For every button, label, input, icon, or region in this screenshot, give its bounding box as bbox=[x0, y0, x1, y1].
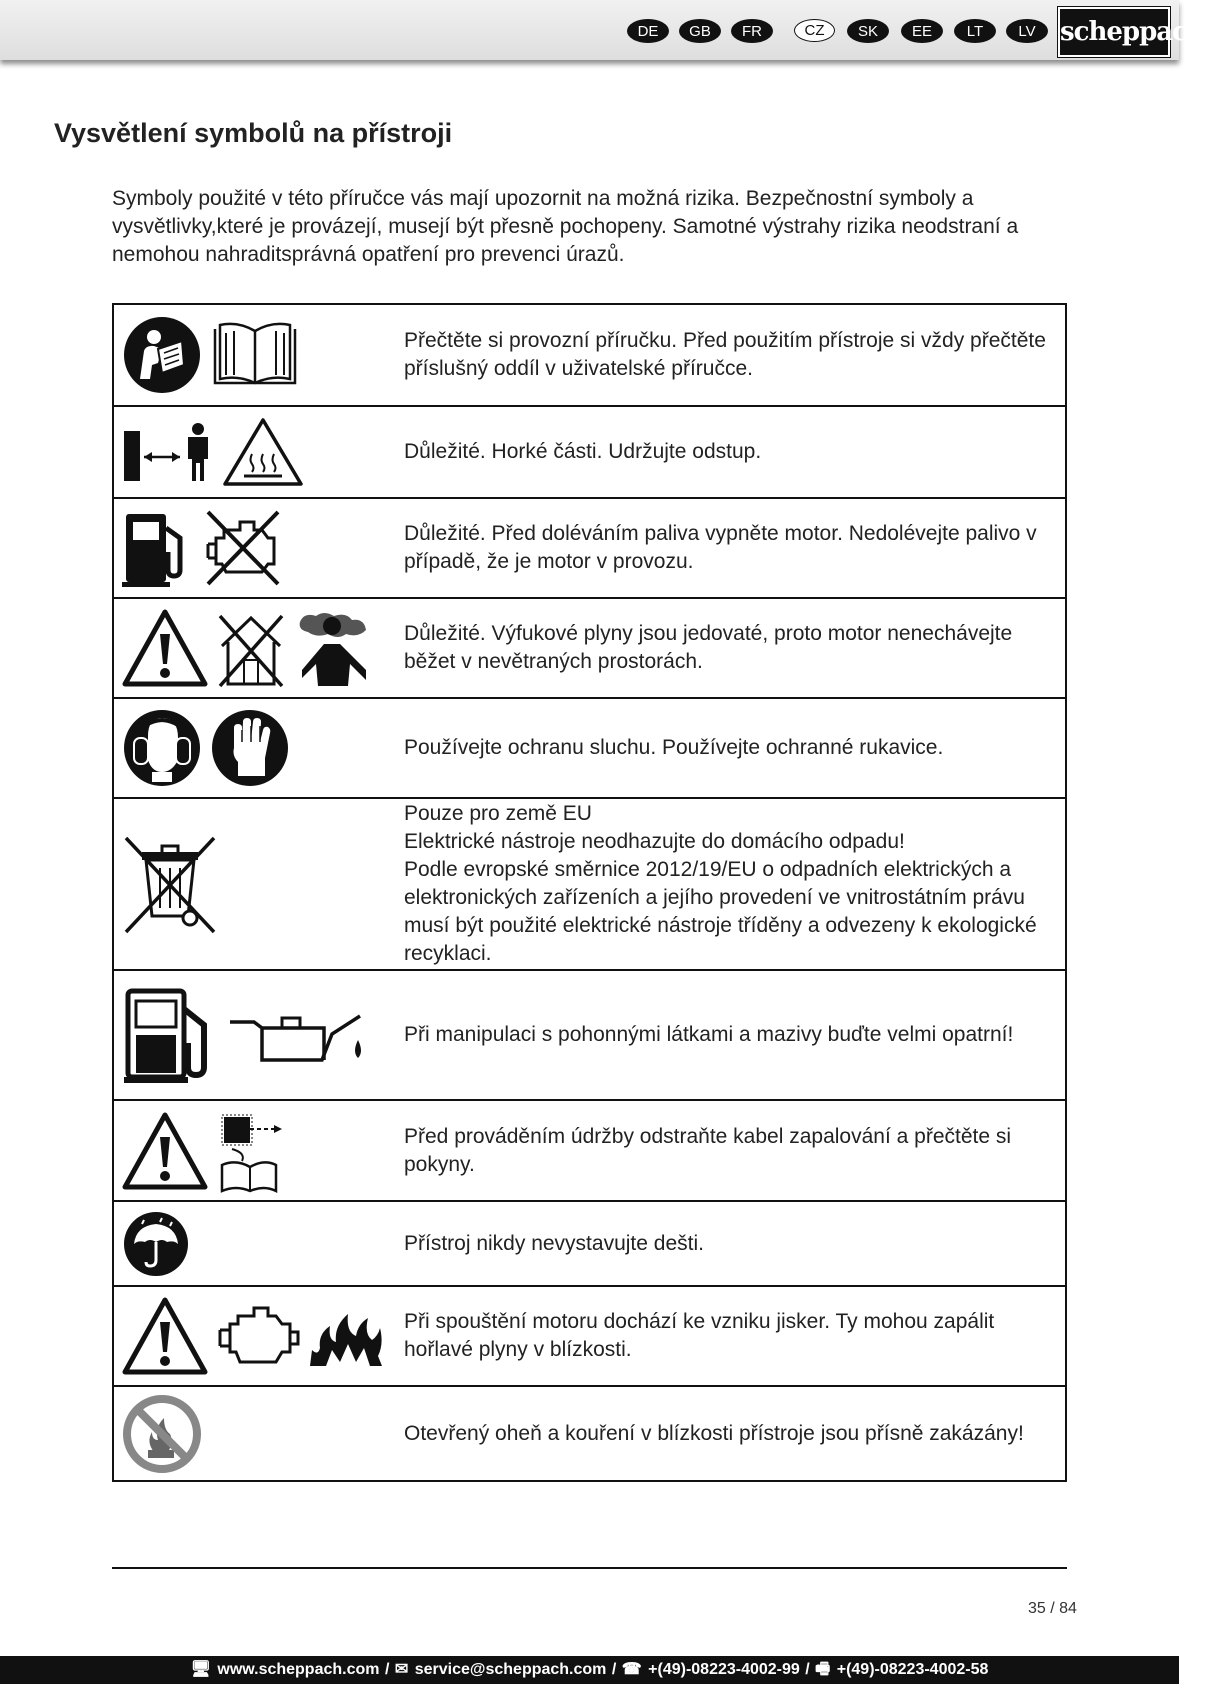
symbol-description: Při manipulaci s pohonnými látkami a mazivy buďte velmi opatrní! bbox=[404, 1023, 1014, 1046]
warning-triangle-icon bbox=[122, 1111, 208, 1191]
table-row bbox=[113, 1386, 1066, 1481]
website-link[interactable]: www.scheppach.com bbox=[217, 1661, 380, 1678]
lang-lt[interactable]: LT bbox=[954, 19, 996, 43]
table-row bbox=[113, 304, 1066, 406]
crossed-bin-icon bbox=[122, 832, 218, 936]
symbols-table bbox=[112, 303, 1067, 1482]
flame-icon bbox=[308, 1304, 384, 1368]
protective-gloves-icon bbox=[210, 708, 290, 788]
page-header bbox=[0, 0, 1205, 60]
scheppach-logo: scheppach bbox=[1058, 7, 1170, 57]
email-link[interactable]: service@scheppach.com bbox=[414, 1661, 607, 1678]
lang-de[interactable]: DE bbox=[627, 19, 669, 43]
fuel-pump-icon bbox=[122, 508, 194, 588]
table-row bbox=[113, 970, 1066, 1100]
umbrella-rain-icon bbox=[122, 1210, 190, 1278]
table-row bbox=[113, 1201, 1066, 1286]
page-number: 35 / 84 bbox=[1028, 1600, 1077, 1617]
table-row bbox=[113, 598, 1066, 698]
symbol-description: Důležité. Horké části. Udržujte odstup. bbox=[404, 440, 762, 463]
lang-gb[interactable]: GB bbox=[679, 19, 721, 43]
lang-ee[interactable]: EE bbox=[901, 19, 943, 43]
symbol-description-line: Podle evropské směrnice 2012/19/EU o odpadních elektrických a elektronických zařízeních a jejího provedení ve vnitrostátním právu musí být použité elektrické nástroje tříděny a odvezeny k ekologické recyklaci. bbox=[404, 858, 1037, 965]
footer-divider bbox=[112, 1567, 1067, 1569]
symbol-description: Přečtěte si provozní příručku. Před použitím přístroje si vždy přečtěte příslušný oddíl v uživatelské příručce. bbox=[404, 329, 1046, 380]
table-row bbox=[113, 498, 1066, 598]
fax-number: +(49)-08223-4002-58 bbox=[836, 1661, 989, 1678]
toxic-fumes-icon bbox=[294, 608, 374, 688]
oil-can-icon bbox=[228, 1000, 368, 1070]
engine-crossed-icon bbox=[202, 508, 282, 588]
page-title: Vysvětlení symbolů na přístroji bbox=[54, 118, 453, 148]
ear-protection-icon bbox=[122, 708, 202, 788]
symbol-description: Přístroj nikdy nevystavujte dešti. bbox=[404, 1231, 704, 1255]
symbol-description: Otevřený oheň a kouření v blízkosti přístroje jsou přísně zakázány! bbox=[404, 1421, 1024, 1445]
read-manual-icon bbox=[122, 315, 202, 395]
no-open-flame-icon bbox=[122, 1394, 202, 1474]
symbol-description-line: Elektrické nástroje neodhazujte do domácího odpadu! bbox=[404, 830, 905, 853]
fuel-pump-icon bbox=[122, 985, 220, 1085]
monitor-icon: 🖥 bbox=[190, 1661, 211, 1678]
spark-plug-manual-icon bbox=[216, 1109, 286, 1193]
hot-surface-warning-icon bbox=[222, 416, 304, 488]
symbol-description: Před prováděním údržby odstraňte kabel zapalování a přečtěte si pokyny. bbox=[404, 1124, 1012, 1176]
warning-triangle-icon bbox=[122, 608, 208, 688]
table-row bbox=[113, 798, 1066, 970]
symbol-description-line: Pouze pro země EU bbox=[404, 802, 592, 825]
contact-footer: 🖥 www.scheppach.com / ✉ service@scheppach.com / ☎ +(49)-08223-4002-99 / 🖷 +(49)-08223-4002-58 bbox=[0, 1656, 1179, 1684]
intro-paragraph: Symboly použité v této příručce vás mají upozornit na možná rizika. Bezpečnostní symboly a vysvětlivky,které je provázejí, musejí být přesně pochopeny. Samotné výstrahy rizika neodstraní a nemohou nahraditsprávná opatření pro prevenci úrazů. bbox=[112, 187, 1019, 266]
phone-number: +(49)-08223-4002-99 bbox=[648, 1661, 800, 1678]
table-row bbox=[113, 406, 1066, 498]
symbol-description: Důležité. Před doléváním paliva vypněte motor. Nedolévejte palivo v případě, že je motor v provozu. bbox=[404, 522, 1037, 573]
lang-fr[interactable]: FR bbox=[731, 19, 773, 43]
symbol-description: Při spouštění motoru dochází ke vzniku jisker. Ty mohou zapálit hořlavé plyny v blízkosti. bbox=[404, 1310, 995, 1361]
email-icon: ✉ bbox=[394, 1661, 409, 1678]
table-row bbox=[113, 1100, 1066, 1201]
open-book-icon bbox=[210, 321, 300, 389]
house-crossed-icon bbox=[216, 608, 286, 688]
engine-icon bbox=[216, 1304, 300, 1368]
lang-cz[interactable]: CZ bbox=[794, 19, 835, 42]
warning-triangle-icon bbox=[122, 1296, 208, 1376]
phone-icon: ☎ bbox=[621, 1661, 642, 1678]
lang-sk[interactable]: SK bbox=[847, 19, 889, 43]
lang-lv[interactable]: LV bbox=[1006, 19, 1048, 43]
keep-distance-icon bbox=[122, 419, 214, 485]
symbol-description: Důležité. Výfukové plyny jsou jedovaté, proto motor nenechávejte běžet v nevětraných prostorách. bbox=[404, 622, 1013, 673]
table-row bbox=[113, 698, 1066, 798]
fax-icon: 🖷 bbox=[815, 1661, 831, 1678]
symbol-description: Používejte ochranu sluchu. Používejte ochranné rukavice. bbox=[404, 736, 944, 759]
table-row bbox=[113, 1286, 1066, 1386]
